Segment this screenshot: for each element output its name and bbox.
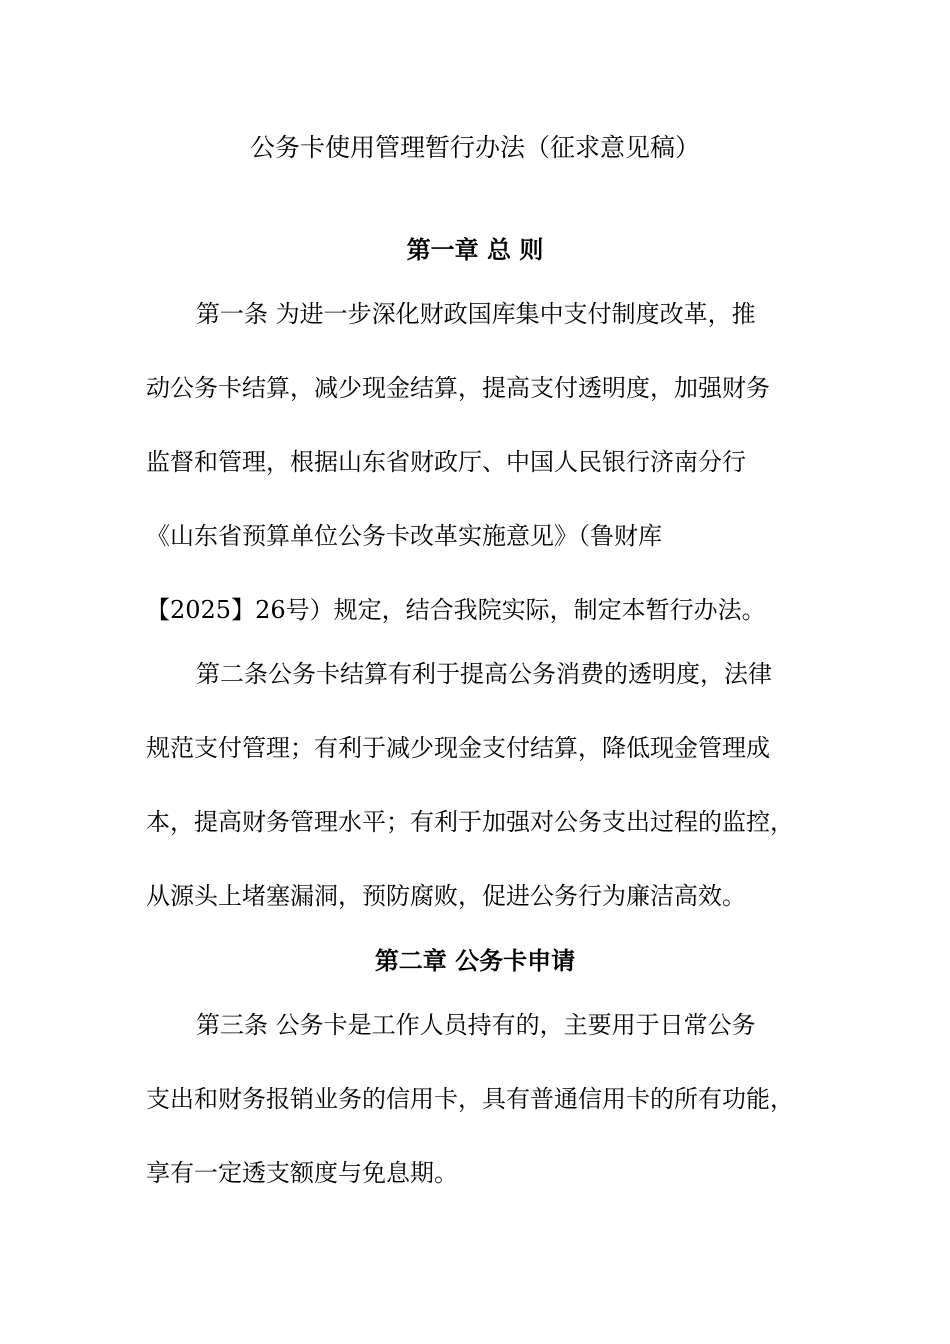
article-1-line-4: 《山东省预算单位公务卡改革实施意见》（鲁财库 xyxy=(146,522,662,550)
article-2-line-4: 从源头上堵塞漏洞，预防腐败，促进公务行为廉洁高效。 xyxy=(146,882,746,910)
article-2-line-3: 本，提高财务管理水平；有利于加强对公务支出过程的监控， xyxy=(146,808,794,836)
article-3-line-1: 第三条 公务卡是工作人员持有的，主要用于日常公务 xyxy=(196,1011,756,1039)
article-1-line-1: 第一条 为进一步深化财政国库集中支付制度改革，推 xyxy=(196,300,756,328)
article-1-line-5: 【2025】26号）规定，结合我院实际，制定本暂行办法。 xyxy=(146,596,766,624)
document-title: 公务卡使用管理暂行办法（征求意见稿） xyxy=(249,133,700,162)
article-2-line-2: 规范支付管理；有利于减少现金支付结算，降低现金管理成 xyxy=(146,734,770,762)
chapter-heading-1: 第一章 总 则 xyxy=(406,236,544,264)
article-2-line-1: 第二条公务卡结算有利于提高公务消费的透明度，法律 xyxy=(196,660,772,688)
article-3-line-2: 支出和财务报销业务的信用卡，具有普通信用卡的所有功能， xyxy=(146,1085,794,1113)
chapter-heading-2: 第二章 公务卡申请 xyxy=(374,947,576,975)
article-1-line-2: 动公务卡结算，减少现金结算，提高支付透明度，加强财务 xyxy=(146,374,770,402)
article-1-line-3: 监督和管理，根据山东省财政厅、中国人民银行济南分行 xyxy=(146,448,746,476)
article-3-line-3: 享有一定透支额度与免息期。 xyxy=(146,1159,458,1187)
